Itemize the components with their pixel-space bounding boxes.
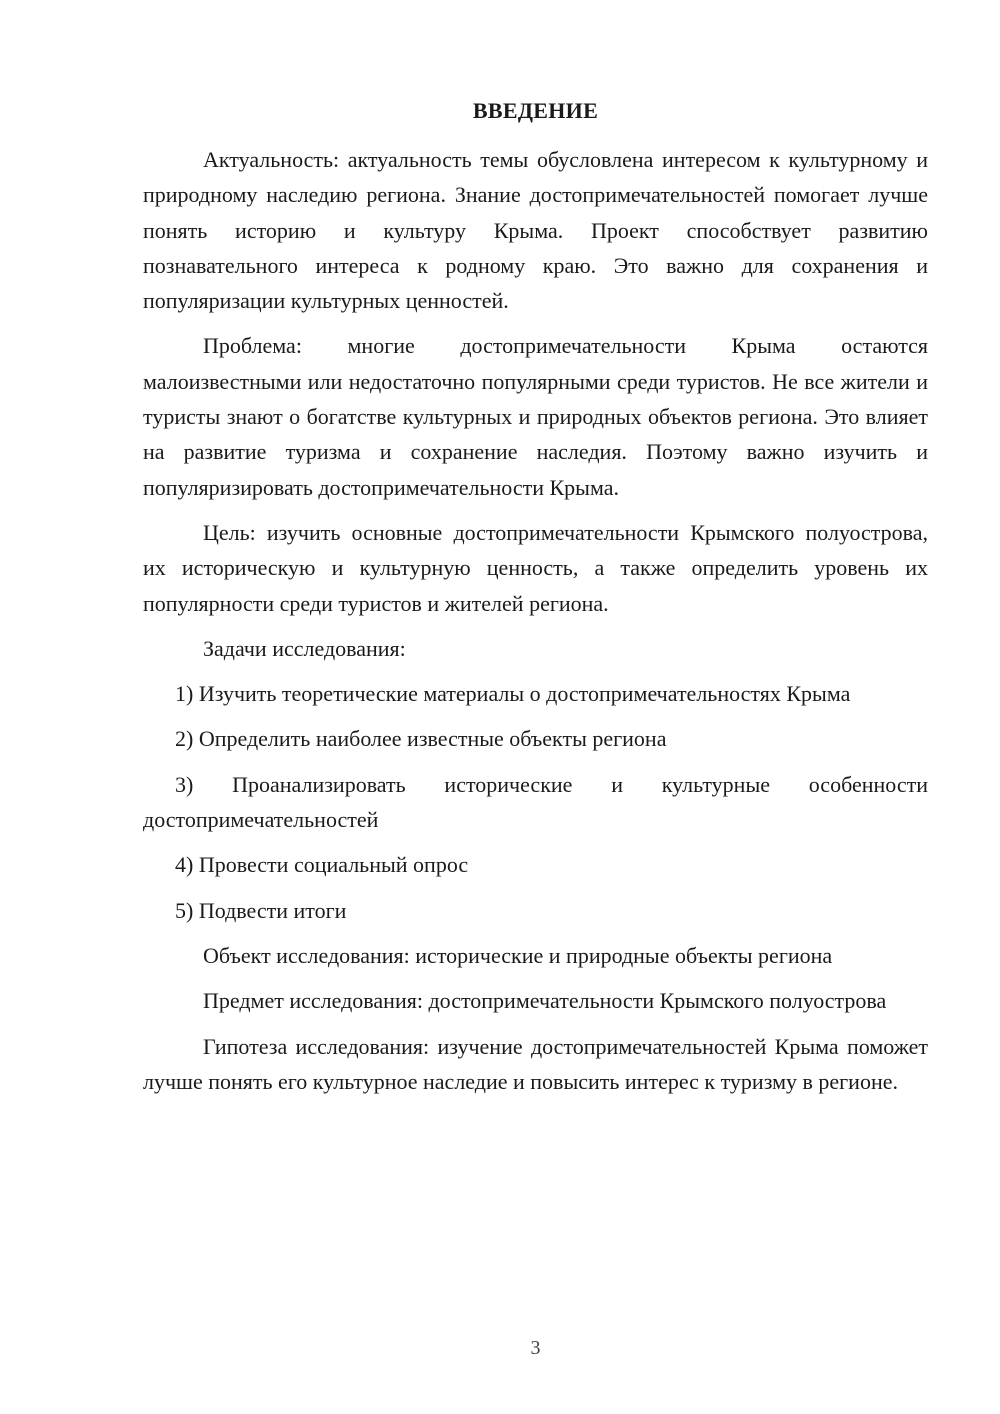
document-page	[143, 0, 928, 1414]
paragraph-goal: Цель: изучить основные достопримечательности Крымского полуострова, их историческую и культурную ценность, а также определить уровень их популярности среди туристов и жителей региона.	[143, 519, 928, 616]
task-item-3: 3) Проанализировать исторические и культурные особенности достопримечательностей	[143, 771, 928, 833]
paragraph-problem: Проблема: многие достопримечательности Крыма остаются малоизвестными или недостаточно популярными среди туристов. Не все жители и туристы знают о богатстве культурных и природных объектов региона. Это влияет на развитие туризма и сохранение наследия. Поэтому важно изучить и популяризировать достопримечательности Крыма.	[143, 333, 928, 500]
page-number: 3	[530, 1337, 541, 1359]
document-body	[143, 142, 928, 1109]
paragraph-relevance: Актуальность: актуальность темы обусловлена интересом к культурному и природному наследию региона. Знание достопримечательностей помогает лучше понять историю и культуру Крыма. Проект способствует развитию познавательного интереса к родному краю. Это важно для сохранения и популяризации культурных ценностей.	[143, 147, 928, 314]
task-item-1: 1) Изучить теоретические материалы о достопримечательностях Крыма	[175, 681, 851, 707]
task-item-5: 5) Подвести итоги	[175, 897, 347, 923]
task-item-4: 4) Провести социальный опрос	[175, 852, 469, 878]
section-title: ВВЕДЕНИЕ	[472, 98, 599, 123]
task-item-2: 2) Определить наиболее известные объекты региона	[175, 726, 667, 752]
paragraph-subject: Предмет исследования: достопримечательности Крымского полуострова	[203, 988, 887, 1014]
paragraph-tasks-heading: Задачи исследования:	[203, 635, 406, 661]
paragraph-hypothesis: Гипотеза исследования: изучение достопримечательностей Крыма поможет лучше понять его культурное наследие и повысить интерес к туризму в регионе.	[143, 1033, 928, 1094]
paragraph-object: Объект исследования: исторические и природные объекты региона	[203, 942, 833, 968]
